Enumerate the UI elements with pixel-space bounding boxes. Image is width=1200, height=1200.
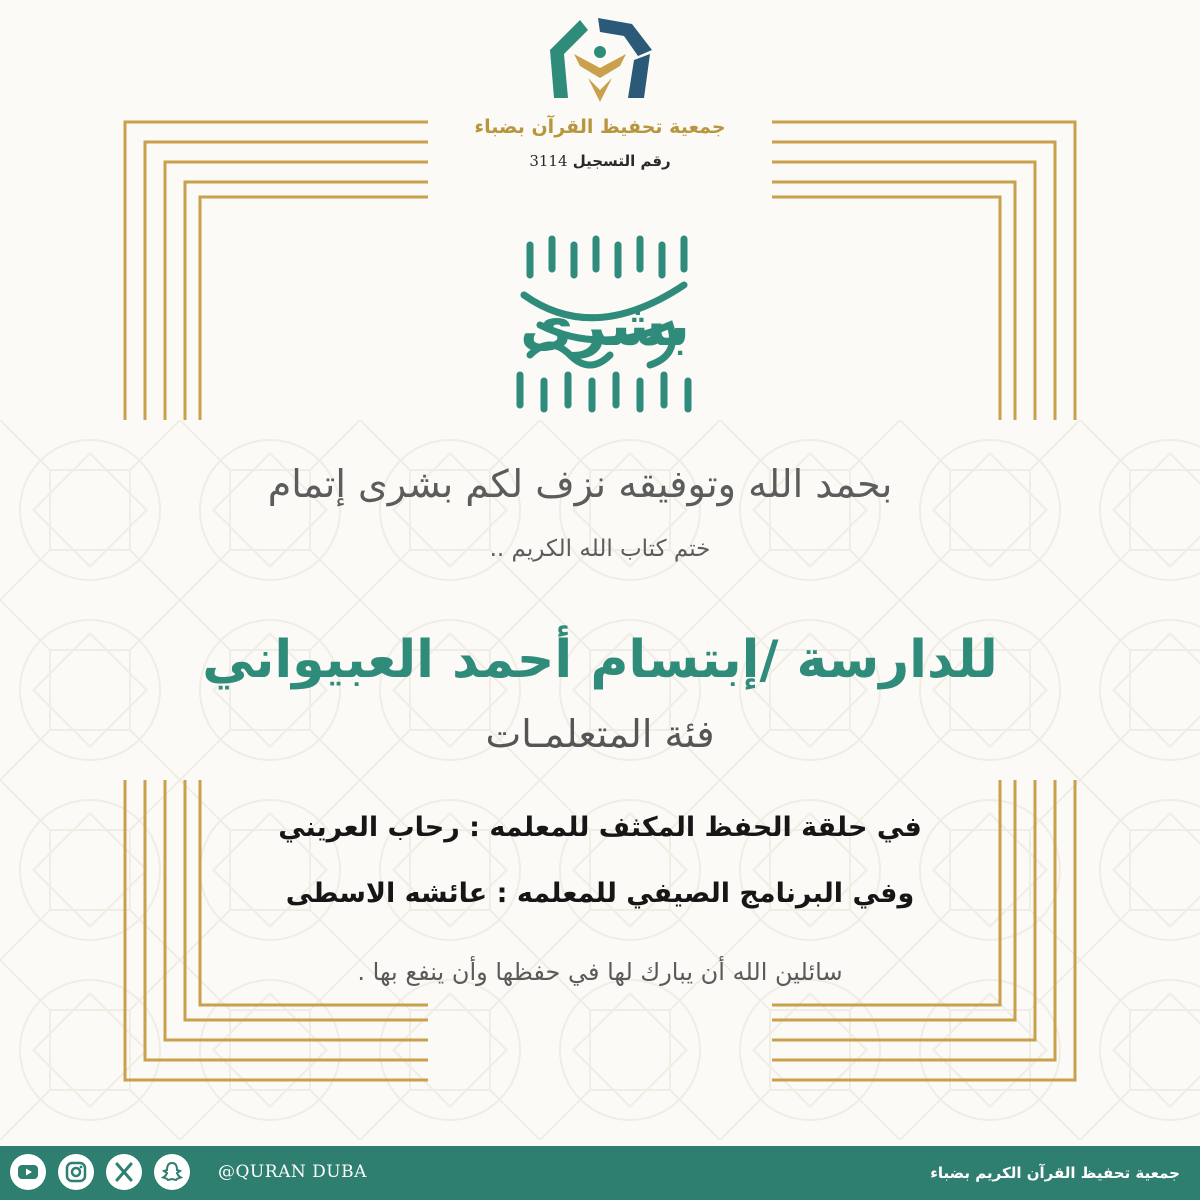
registration-number: 3114 — [529, 152, 568, 170]
student-name: للدارسة /إبتسام أحمد العبيواني — [202, 630, 998, 690]
registration-label: رقم التسجيل — [572, 152, 671, 170]
snapchat-icon[interactable] — [154, 1154, 190, 1190]
prayer-line: سائلين الله أن يبارك لها في حفظها وأن ينفع بها . — [357, 958, 843, 986]
organization-logo — [540, 10, 660, 110]
footer-bar — [0, 1146, 1200, 1200]
khatm-line: ختم كتاب الله الكريم .. — [489, 536, 711, 562]
bushra-word: بشرى — [519, 291, 691, 359]
summer-program-line: وفي البرنامج الصيفي للمعلمه : عائشه الاسطى — [285, 878, 915, 909]
opening-line: بحمد الله وتوفيقه نزف لكم بشرى إتمام — [267, 462, 893, 506]
category-line: فئة المتعلمـات — [485, 712, 715, 756]
footer-organization-name: جمعية تحفيظ القرآن الكريم بضباء — [930, 1164, 1180, 1182]
memorization-circle-line: في حلقة الحفظ المكثف للمعلمه : رحاب العريني — [278, 812, 922, 843]
youtube-icon[interactable] — [10, 1154, 46, 1190]
social-handle: @QURAN DUBA — [218, 1162, 367, 1182]
registration-info — [380, 152, 820, 170]
instagram-icon[interactable] — [58, 1154, 94, 1190]
x-icon[interactable] — [106, 1154, 142, 1190]
bushra-calligraphy — [500, 225, 710, 425]
organization-name: جمعية تحفيظ القرآن بضباء — [474, 116, 726, 138]
